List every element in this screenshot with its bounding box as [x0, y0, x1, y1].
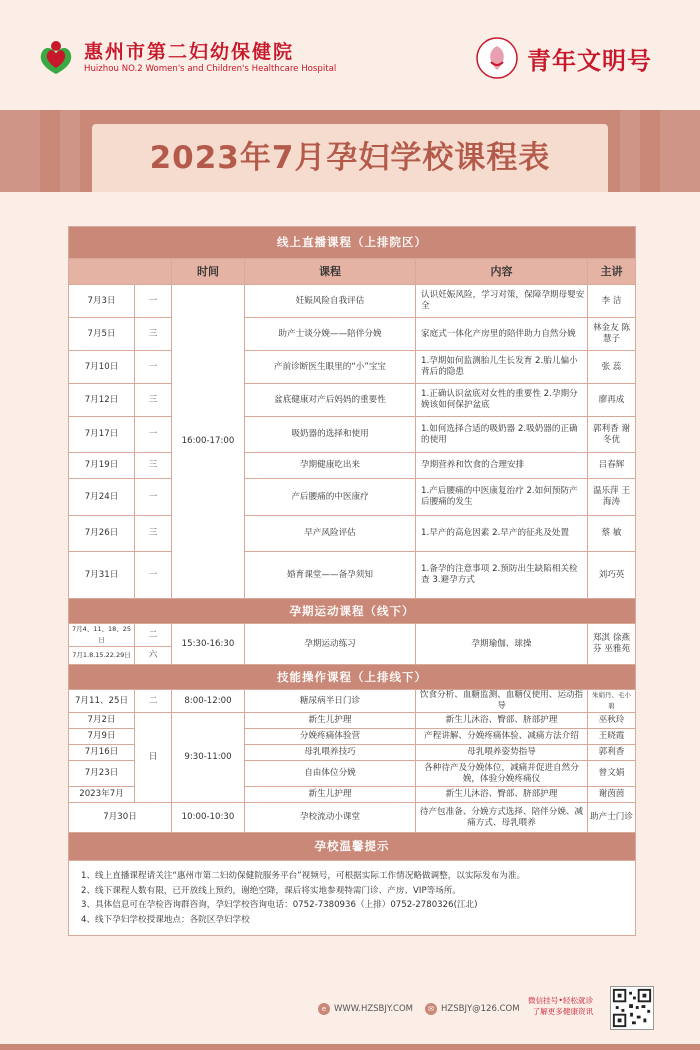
partner-logo	[475, 36, 652, 80]
partner-name: 青年文明号	[527, 45, 652, 75]
table-row: 7月16日 母乳喂养技巧 母乳喂养姿势指导 郭利香	[69, 745, 636, 761]
col-course: 课程	[245, 259, 416, 285]
table-row: 7月11、25日 二 8:00-12:00 糖尿病半日门诊 饮食分析、血糖监测、血糖仪使用、运动指导 朱娟丹、毛小碧	[69, 690, 636, 713]
table-row: 7月23日 自由体位分娩 各种待产及分娩体位，减痛并促进自然分娩，体验分娩疼痛仪 曾文娟	[69, 761, 636, 787]
globe-icon: e	[318, 1003, 330, 1015]
col-content: 内容	[416, 259, 588, 285]
table-row: 2023年7月 新生儿护理 新生儿沐浴、臀部、脐部护理 谢茵茵	[69, 787, 636, 803]
table-row: 7月3日 一 16:00-17:00 妊娠风险自我评估 认识妊娠风险，学习对策，保障孕期母婴安全 李 洁	[69, 285, 636, 318]
online-section-title: 线上直播课程（上排院区）	[69, 227, 636, 259]
youth-badge-icon	[475, 36, 519, 80]
table-row: 7月26日 三 早产风险评估 1.早产的高危因素 2.早产的征兆及处置 蔡 敏	[69, 516, 636, 552]
tip-item: 4、线下孕妇学校授课地点：各院区孕妇学校	[81, 914, 250, 925]
table-row: 7月1.8.15.22.29日 六	[69, 647, 636, 665]
table-row: 7月9日 分娩疼痛体验营 产程讲解、分娩疼痛体验、减痛方法介绍 王晓霞	[69, 729, 636, 745]
tip-item: 2、线下课程人数有限，已开放线上预约，谢绝空降，课后将实地参观特需门诊、产房、VIP等场所。	[81, 885, 462, 896]
tips-section-title: 孕校温馨提示	[69, 833, 636, 861]
table-row: 7月12日 三 盆底健康对产后妈妈的重要性 1.正确认识盆底对女性的重要性 2.孕期分娩该如何保护盆底 廖再成	[69, 384, 636, 417]
table-row: 7月30日 10:00-10:30 孕校流动小课堂 待产包准备、分娩方式选择、陪伴分娩、减痛方式、母乳喂养 助产士门诊	[69, 803, 636, 833]
skills-section-title: 技能操作课程（上排线下）	[69, 665, 636, 690]
table-row: 7月5日 三 助产士谈分娩——陪伴分娩 家庭式一体化产房里的陪伴助力自然分娩 林金友 陈慧子	[69, 318, 636, 351]
title-banner	[0, 110, 700, 192]
table-row: 7月10日 一 产前诊断医生眼里的“小”宝宝 1.孕期如何监测胎儿生长发育 2.胎儿偏小背后的隐患 张 蕊	[69, 351, 636, 384]
hospital-emblem-icon	[36, 38, 76, 78]
hospital-logo	[36, 38, 336, 78]
table-row: 7月2日 日 9:30-11:00 新生儿护理 新生儿沐浴、臀部、脐部护理 巫秋玲	[69, 713, 636, 729]
hospital-name-cn: 惠州市第二妇幼保健院	[84, 41, 295, 63]
tips-list	[69, 861, 636, 936]
table-row: 7月4、11、18、25日 二 15:30-16:30 孕期运动练习 孕期瑜伽、球操 郑淇 徐燕芬 巫雅苑	[69, 624, 636, 647]
table-row: 7月24日 一 产后腰痛的中医康疗 1.产后腰痛的中医康复治疗 2.如何预防产后腰痛的发生 温乐萍 王海涛	[69, 479, 636, 516]
table-row: 7月17日 一 吸奶器的选择和使用 1.如何选择合适的吸奶器 2.吸奶器的正确的使用 郭利香 谢冬优	[69, 417, 636, 453]
table-row: 7月19日 三 孕期健康吃出来 孕期营养和饮食的合理安排 吕春辉	[69, 453, 636, 479]
col-speaker: 主讲	[588, 259, 636, 285]
tip-item: 3、具体信息可在孕检咨询群咨询，孕妇学校咨询电话：0752-7380936（上排）0752-2780326(江北)	[81, 900, 478, 910]
top-header	[0, 0, 700, 110]
page-title: 2023年7月孕妇学校课程表	[149, 140, 551, 176]
col-time: 时间	[172, 259, 245, 285]
col-date	[69, 259, 172, 285]
hospital-name-en: Huizhou NO.2 Women's and Children's Healthcare Hospital	[84, 64, 337, 74]
qr-code-icon[interactable]	[610, 986, 654, 1030]
table-row: 7月31日 一 婚育课堂——备孕须知 1.备孕的注意事项 2.预防出生缺陷相关检查 3.避孕方式 刘巧英	[69, 552, 636, 599]
footer-email[interactable]: ✉ HZSBJY@126.COM	[425, 1003, 520, 1015]
footer-website[interactable]: e WWW.HZSBJY.COM	[318, 1003, 413, 1015]
exercise-section-title: 孕期运动课程（线下）	[69, 599, 636, 624]
online-time: 16:00-17:00	[172, 285, 245, 599]
mail-icon: ✉	[425, 1003, 437, 1015]
tip-item: 1、线上直播课程请关注“惠州市第二妇幼保健院服务平台”视频号，可根据实际工作情况略做调整，以实际发布为准。	[81, 871, 526, 881]
footer-slogan: 微信挂号•轻松就诊 了解更多健康资讯	[528, 996, 594, 1016]
schedule-table	[68, 226, 635, 936]
footer	[0, 980, 700, 1050]
